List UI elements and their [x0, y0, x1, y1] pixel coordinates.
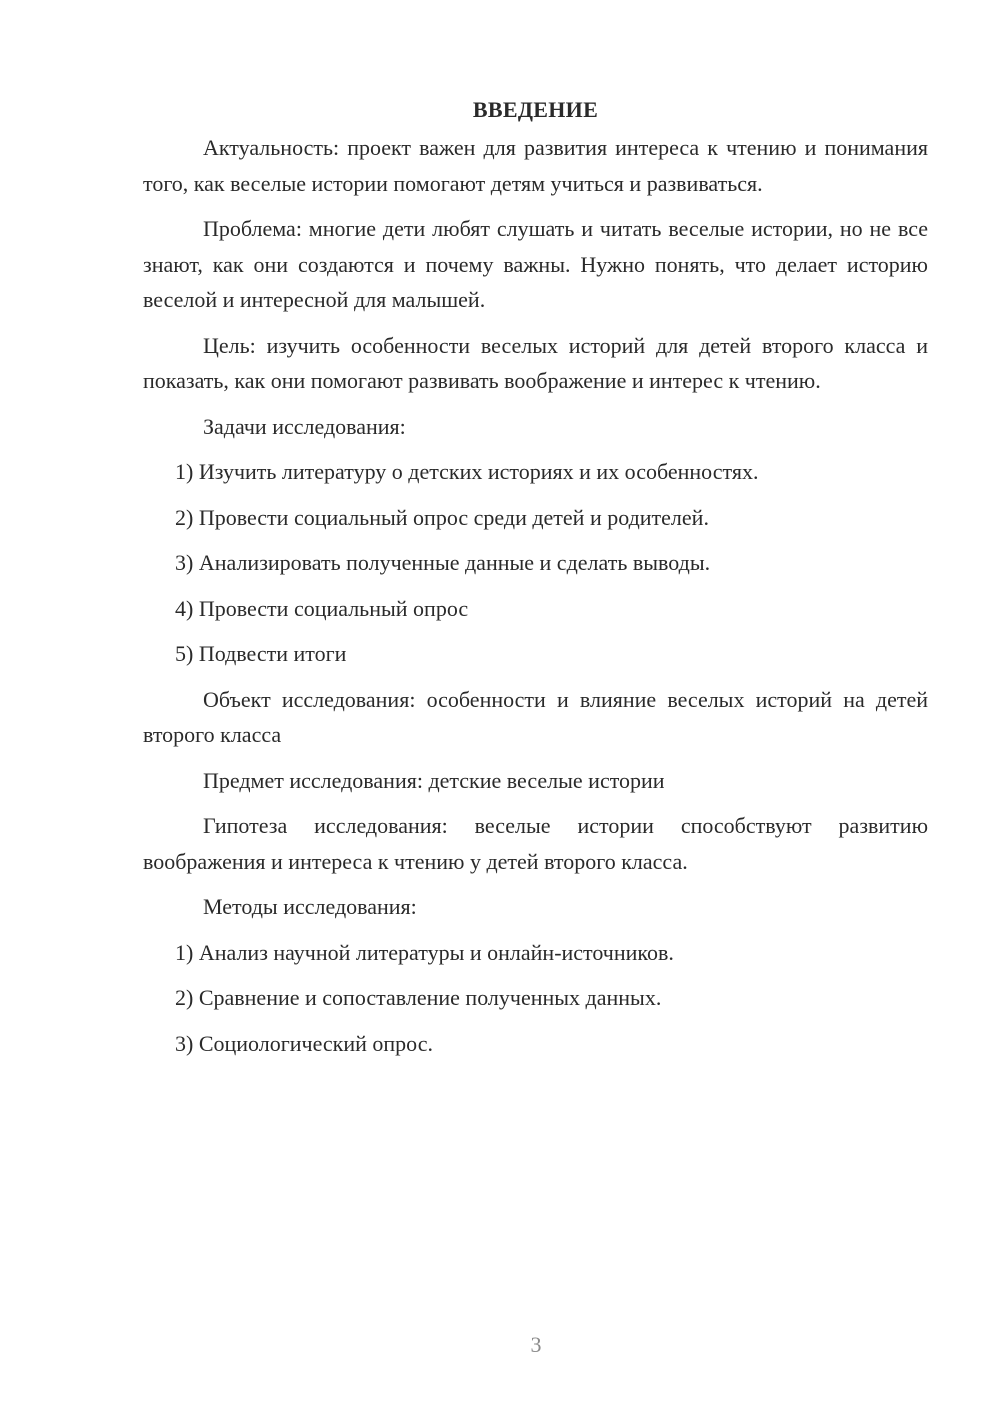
task-item: 3) Анализировать полученные данные и сделать выводы. — [175, 550, 711, 575]
method-item: 3) Социологический опрос. — [175, 1030, 433, 1056]
task-item: 4) Провести социальный опрос — [175, 595, 469, 621]
task-item: 1) Изучить литературу о детских историях и их особенностях. — [175, 459, 759, 484]
goal-paragraph: Цель: изучить особенности веселых историй для детей второго класса и показать, как они помогают развивать воображение и интерес к чтению. — [143, 332, 928, 393]
hypothesis-paragraph: Гипотеза исследования: веселые истории способствуют развитию воображения и интереса к чтению у детей второго класса. — [143, 813, 928, 874]
task-item: 5) Подвести итоги — [175, 641, 347, 666]
relevance-paragraph: Актуальность: проект важен для развития интереса к чтению и понимания того, как веселые истории помогают детям учиться и развиваться. — [143, 135, 928, 196]
tasks-label: Задачи исследования: — [203, 413, 406, 439]
object-paragraph: Объект исследования: особенности и влияние веселых историй на детей второго класса — [143, 686, 928, 747]
problem-paragraph: Проблема: многие дети любят слушать и читать веселые истории, но не все знают, как они создаются и почему важны. Нужно понять, что делает историю веселой и интересной для малышей. — [143, 216, 928, 312]
method-item: 1) Анализ научной литературы и онлайн-источников. — [175, 939, 674, 965]
methods-label: Методы исследования: — [203, 894, 417, 919]
task-item: 2) Провести социальный опрос среди детей и родителей. — [175, 504, 709, 530]
document-page — [143, 92, 928, 1071]
subject-paragraph: Предмет исследования: детские веселые истории — [203, 767, 665, 793]
method-item: 2) Сравнение и сопоставление полученных данных. — [175, 985, 662, 1010]
section-heading: ВВЕДЕНИЕ — [472, 97, 599, 122]
page-number: 3 — [530, 1332, 542, 1357]
